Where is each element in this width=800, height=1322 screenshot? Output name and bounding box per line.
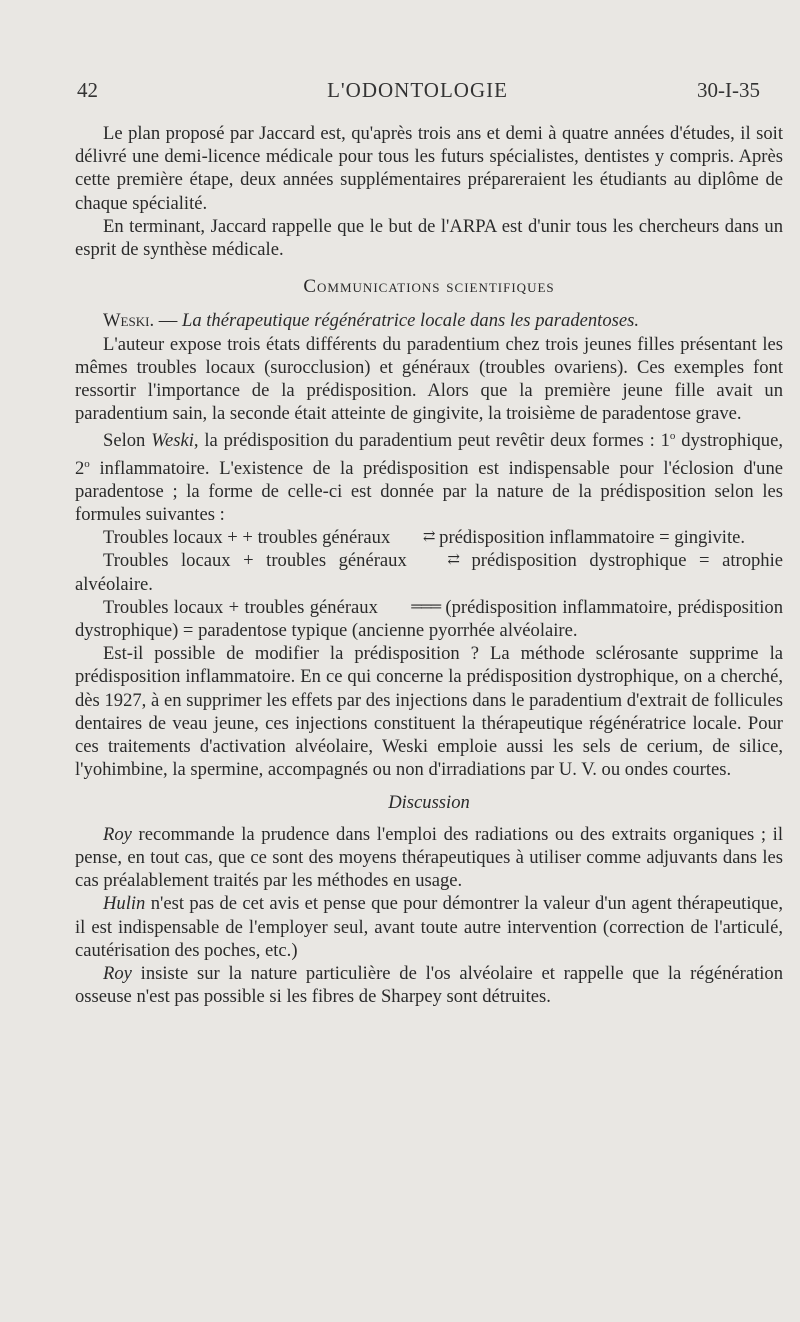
paragraph-7 xyxy=(75,892,783,962)
f3-text-a: Troubles locaux + troubles généraux xyxy=(103,596,384,618)
p7-text: n'est pas de cet avis et pense que pour démontrer la valeur d'un agent thérapeutique, il est indispensable de l'employer seul, avant toute autre intervention (correction de l'articulé, cautérisation des poches, etc.) xyxy=(75,893,783,961)
paragraph-3: L'auteur expose trois états différents du paradentium chez trois jeunes filles présentant les mêmes troubles locaux (surocclusion) et généraux (troubles ovariens). Ces exemples font ressortir l'importance de la prédisposition. Alors que la première jeune fille avait un paradentium sain, la seconde était atteinte de gingivite, la troisième de paradentose grave. xyxy=(75,333,783,425)
equilibrium-symbol: ⇄ xyxy=(447,552,459,569)
p4-text-c: dystrophique, 2 xyxy=(75,430,783,479)
title-dash: — xyxy=(154,310,182,332)
f1-text-a: Troubles locaux + + troubles généraux xyxy=(103,527,395,549)
communication-title: La thérapeutique régénératrice locale dans les paradentoses. xyxy=(181,310,640,332)
section-heading: Communications scientifiques xyxy=(303,276,555,298)
discussion-heading: Discussion xyxy=(388,792,470,814)
f3-text-b: (prédisposition inflammatoire, prédisposition dystrophique) = paradentose typique (ancienne pyorrhée alvéolaire. xyxy=(75,596,783,642)
p6-author: Roy xyxy=(103,823,132,845)
p8-author: Roy xyxy=(103,962,132,984)
f2-text-b: prédisposition dystrophique = atrophie alvéolaire. xyxy=(75,550,783,595)
paragraph-2: En terminant, Jaccard rappelle que le but de l'ARPA est d'unir tous les chercheurs dans un esprit de synthèse médicale. xyxy=(75,215,783,261)
f2-text-a: Troubles locaux + troubles généraux xyxy=(103,550,420,572)
p4-sup-1: o xyxy=(669,430,676,443)
p4-text-d: inflammatoire. L'existence de la prédisposition est indispensable pour l'éclosion d'une paradentose ; la forme de celle-ci est donnée par la nature de la prédisposition selon les formules suivantes : xyxy=(75,457,783,526)
formula-2 xyxy=(75,549,783,595)
p4-text-a: Selon xyxy=(103,430,152,452)
p4-text-b: , la prédisposition du paradentium peut revêtir deux formes : 1 xyxy=(193,430,670,452)
paragraph-1: Le plan proposé par Jaccard est, qu'après trois ans et demi à quatre années d'études, il soit délivré une demi-licence médicale pour tous les futurs spécialistes, dentistes y compris. Après cette première étape, deux années supplémentaires prépareraient les étudiants au diplôme de chaque spécialité. xyxy=(75,123,783,214)
equality-symbol: ═══ xyxy=(411,598,441,615)
issue-date: 30-I-35 xyxy=(697,78,760,102)
running-header xyxy=(75,78,760,108)
communication-title-line xyxy=(75,309,783,332)
p6-text: recommande la prudence dans l'emploi des radiations ou des extraits organiques ; il pense, en tout cas, que ce sont des moyens thérapeutiques à utiliser comme adjuvants dans les cas préalablement traités par les méthodes en usage. xyxy=(75,823,783,892)
p7-author: Hulin xyxy=(103,893,146,915)
paragraph-5: Est-il possible de modifier la prédisposition ? La méthode sclérosante supprime la prédisposition inflammatoire. En ce qui concerne la prédisposition dystrophique, on a cherché, dès 1927, à en supprimer les effets par des injections dans le paradentium d'extrait de follicules dentaires de veau jeune, ces injections constituent la thérapeutique régénératrice locale. Pour ces traitements d'activation alvéolaire, Weski emploie aussi les sels de cerium, de silice, l'yohimbine, la spermine, accompagnés ou non d'irradiations par U. V. ou ondes courtes. xyxy=(75,643,783,781)
journal-title: L'ODONTOLOGIE xyxy=(327,78,508,102)
p4-sup-2: o xyxy=(84,457,90,470)
formula-1 xyxy=(75,526,783,549)
f1-text-b: prédisposition inflammatoire = gingivite. xyxy=(434,527,746,549)
paragraph-4 xyxy=(75,425,783,526)
page-number: 42 xyxy=(77,78,98,102)
paragraph-6 xyxy=(75,823,783,893)
p8-text: insiste sur la nature particulière de l'os alvéolaire et rappelle que la régénération osseuse n'est pas possible si les fibres de Sharpey sont détruites. xyxy=(75,962,783,1008)
formula-3 xyxy=(75,596,783,642)
p4-author: Weski xyxy=(151,430,194,452)
author-weski: Weski. xyxy=(103,310,155,332)
body-text xyxy=(75,122,783,1008)
equilibrium-symbol: ⇄ xyxy=(422,529,435,546)
paragraph-8 xyxy=(75,962,783,1008)
